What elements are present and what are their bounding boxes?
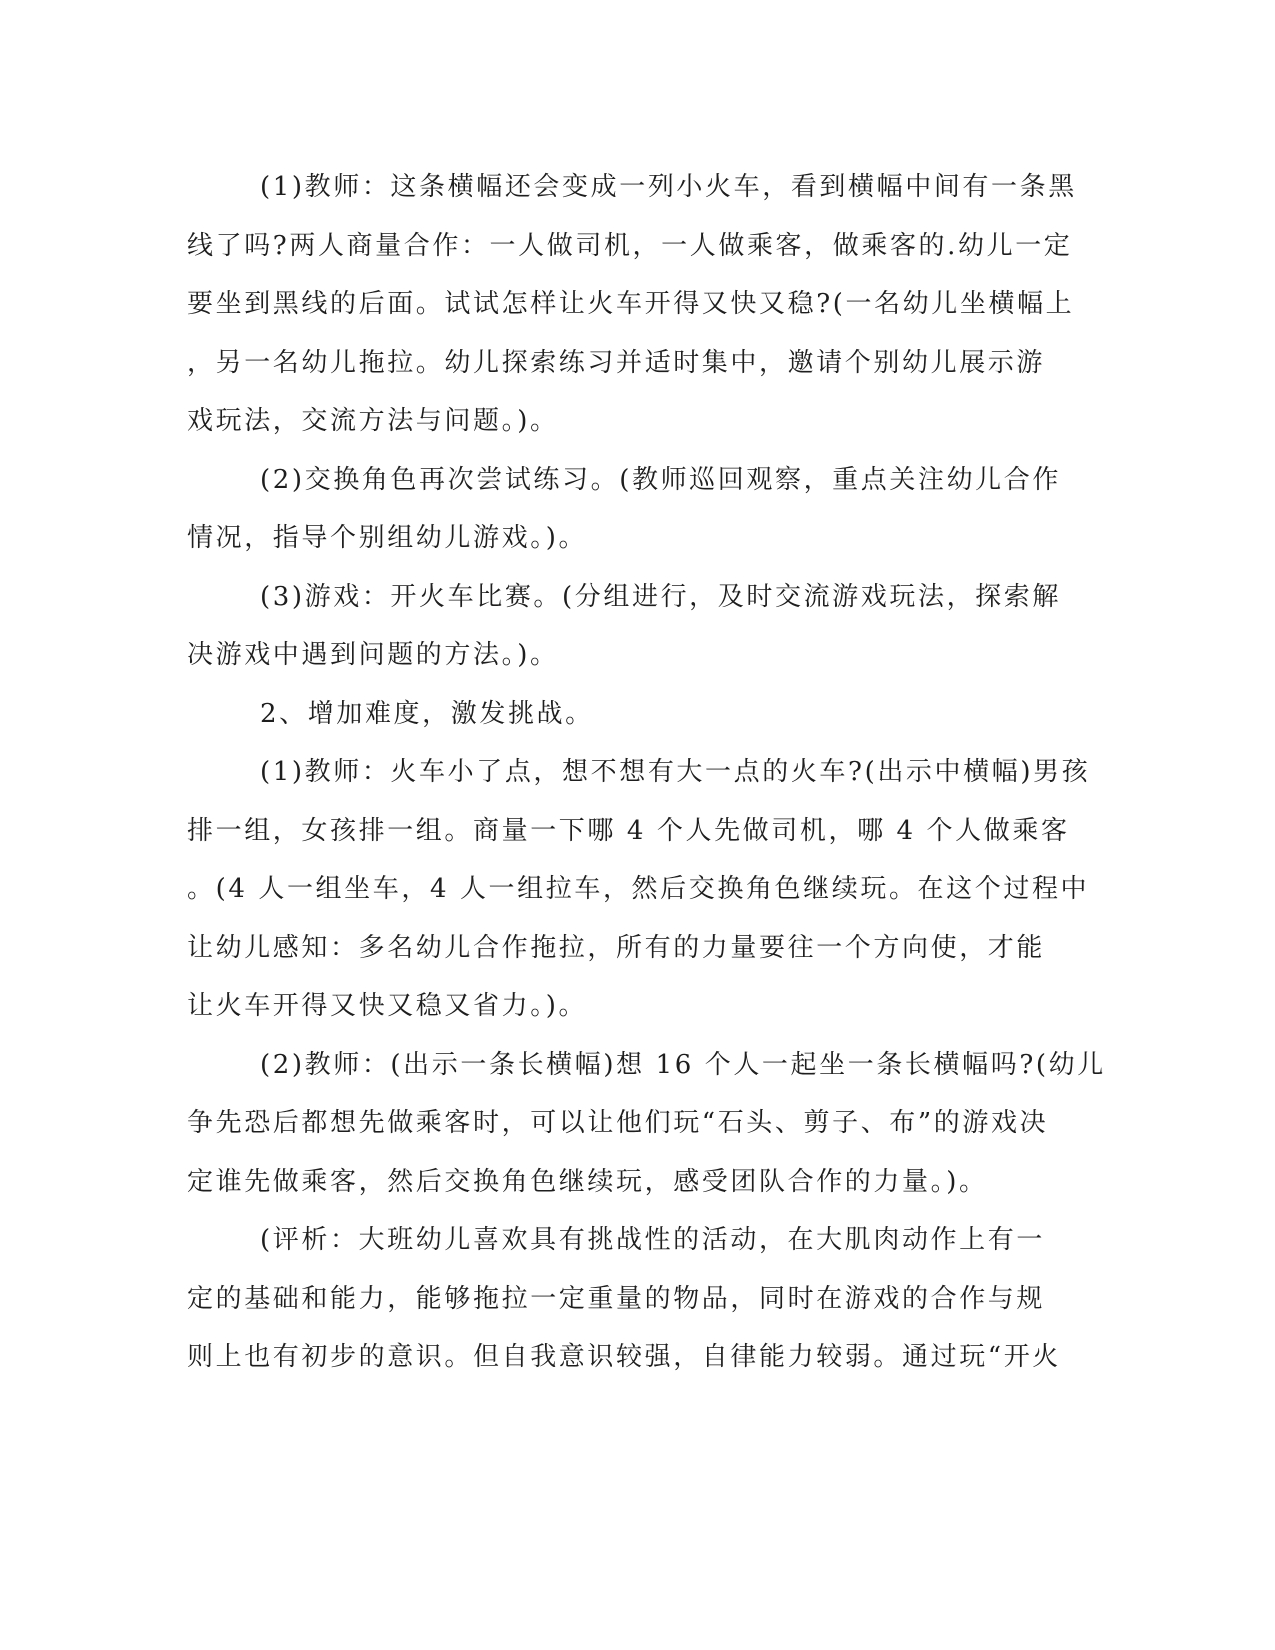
text-line: 戏玩法，交流方法与问题。)。 [187, 406, 559, 436]
text-line: (2)教师：(出示一条长横幅)想 16 个人一起坐一条长横幅吗?(幼儿 [260, 1049, 1106, 1080]
text-line: (1)教师：火车小了点，想不想有大一点的火车?(出示中横幅)男孩 [260, 757, 1091, 787]
text-line: 让幼儿感知：多名幼儿合作拖拉，所有的力量要往一个方向使，才能 [187, 932, 1046, 963]
text-line: (2)交换角色再次尝试练习。(教师巡回观察，重点关注幼儿合作 [260, 464, 1061, 495]
text-line: 定的基础和能力，能够拖拉一定重量的物品，同时在游戏的合作与规 [187, 1283, 1046, 1314]
text-line: 则上也有初步的意识。但自我意识较强，自律能力较弱。通过玩“开火 [187, 1342, 1061, 1372]
text-line: (评析：大班幼儿喜欢具有挑战性的活动，在大肌肉动作上有一 [260, 1225, 1045, 1255]
text-line: ，另一名幼儿拖拉。幼儿探索练习并适时集中，邀请个别幼儿展示游 [187, 347, 1046, 378]
text-line: (3)游戏：开火车比赛。(分组进行，及时交流游戏玩法，探索解 [260, 581, 1061, 612]
section-heading: 2、增加难度，激发挑战。 [260, 698, 594, 729]
text-line: 线了吗?两人商量合作：一人做司机，一人做乘客，做乘客的.幼儿一定 [187, 230, 1073, 261]
text-line: 决游戏中遇到问题的方法。)。 [187, 640, 559, 670]
body-text [187, 158, 1106, 1387]
text-line: 要坐到黑线的后面。试试怎样让火车开得又快又稳?(一名幼儿坐横幅上 [187, 289, 1075, 319]
text-line: 排一组，女孩排一组。商量一下哪 4 个人先做司机，哪 4 个人做乘客 [187, 815, 1070, 846]
text-line: 定谁先做乘客，然后交换角色继续玩，感受团队合作的力量。)。 [187, 1166, 988, 1197]
text-line: 。(4 人一组坐车，4 人一组拉车，然后交换角色继续玩。在这个过程中 [187, 874, 1090, 904]
text-line: 争先恐后都想先做乘客时，可以让他们玩“石头、剪子、布”的游戏决 [187, 1108, 1049, 1138]
text-line: (1)教师：这条横幅还会变成一列小火车，看到横幅中间有一条黑 [260, 172, 1077, 202]
text-line: 情况，指导个别组幼儿游戏。)。 [187, 523, 588, 553]
text-line: 让火车开得又快又稳又省力。)。 [187, 991, 588, 1021]
